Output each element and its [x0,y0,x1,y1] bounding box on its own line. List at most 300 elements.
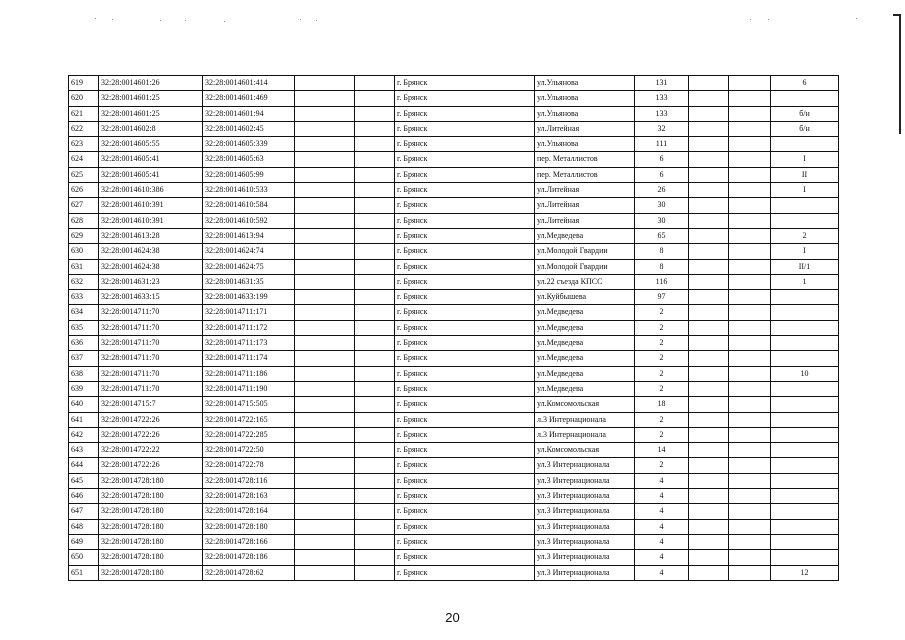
table-row [69,366,839,381]
row-number: 636 [69,336,99,351]
empty-cell [689,137,729,152]
empty-cell [355,305,395,320]
empty-cell [729,274,771,289]
house-number-cell: 131 [635,76,689,91]
empty-cell [355,366,395,381]
street-cell: ул.Литейная [535,213,635,228]
street-cell: ул.3 Интернационала [535,534,635,549]
cadastral-number-parcel: 32:28:0014610:386 [99,183,203,198]
empty-cell [295,443,355,458]
apartment-cell: б/н [771,106,839,121]
house-number-cell: 4 [635,504,689,519]
empty-cell [729,381,771,396]
apartment-cell [771,489,839,504]
table-row [69,290,839,305]
table-row [69,534,839,549]
table-row [69,305,839,320]
apartment-cell: I [771,244,839,259]
apartment-cell [771,305,839,320]
table-row [69,152,839,167]
house-number-cell: 8 [635,244,689,259]
city-cell: г. Брянск [395,336,535,351]
street-cell: ул.Молодой Гвардии [535,259,635,274]
table-row [69,351,839,366]
apartment-cell [771,213,839,228]
cadastral-number-object: 32:28:0014728:163 [203,489,295,504]
empty-cell [729,320,771,335]
empty-cell [295,351,355,366]
table-row [69,519,839,534]
cadastral-number-object: 32:28:0014610:584 [203,198,295,213]
apartment-cell [771,473,839,488]
empty-cell [295,228,355,243]
city-cell: г. Брянск [395,550,535,565]
house-number-cell: 6 [635,167,689,182]
empty-cell [355,565,395,580]
apartment-cell [771,443,839,458]
empty-cell [355,458,395,473]
cadastral-number-parcel: 32:28:0014610:391 [99,213,203,228]
empty-cell [295,412,355,427]
empty-cell [355,106,395,121]
cadastral-number-parcel: 32:28:0014711:70 [99,351,203,366]
cadastral-number-parcel: 32:28:0014624:38 [99,244,203,259]
cadastral-number-object: 32:28:0014722:285 [203,427,295,442]
scan-specks [0,0,905,40]
cadastral-number-object: 32:28:0014728:180 [203,519,295,534]
cadastral-number-object: 32:28:0014711:174 [203,351,295,366]
table-row [69,489,839,504]
empty-cell [689,259,729,274]
table-row [69,397,839,412]
house-number-cell: 4 [635,473,689,488]
row-number: 632 [69,274,99,289]
empty-cell [295,259,355,274]
cadastral-number-parcel: 32:28:0014602:8 [99,121,203,136]
empty-cell [295,121,355,136]
row-number: 651 [69,565,99,580]
empty-cell [689,320,729,335]
city-cell: г. Брянск [395,504,535,519]
street-cell: ул.Медведева [535,336,635,351]
cadastral-number-object: 32:28:0014711:172 [203,320,295,335]
cadastral-number-object: 32:28:0014722:50 [203,443,295,458]
city-cell: г. Брянск [395,565,535,580]
house-number-cell: 32 [635,121,689,136]
empty-cell [689,167,729,182]
street-cell: ул.3 Интернационала [535,519,635,534]
street-cell: ул.Комсомольская [535,397,635,412]
empty-cell [355,351,395,366]
apartment-cell [771,351,839,366]
street-cell: ул.3 Интернационала [535,550,635,565]
city-cell: г. Брянск [395,167,535,182]
empty-cell [689,565,729,580]
cadastral-number-parcel: 32:28:0014711:70 [99,305,203,320]
cadastral-number-parcel: 32:28:0014601:25 [99,106,203,121]
cadastral-number-parcel: 32:28:0014722:26 [99,427,203,442]
street-cell: ул.3 Интернационала [535,489,635,504]
row-number: 623 [69,137,99,152]
empty-cell [689,381,729,396]
cadastral-number-parcel: 32:28:0014605:55 [99,137,203,152]
empty-cell [295,106,355,121]
cadastral-number-parcel: 32:28:0014633:15 [99,290,203,305]
row-number: 622 [69,121,99,136]
empty-cell [729,244,771,259]
apartment-cell [771,550,839,565]
empty-cell [729,351,771,366]
apartment-cell [771,290,839,305]
row-number: 644 [69,458,99,473]
empty-cell [295,91,355,106]
house-number-cell: 111 [635,137,689,152]
cadastral-number-object: 32:28:0014711:173 [203,336,295,351]
house-number-cell: 2 [635,412,689,427]
street-cell: ул.Медведева [535,351,635,366]
street-cell: ул.Медведева [535,381,635,396]
street-cell: ул.3 Интернационала [535,458,635,473]
city-cell: г. Брянск [395,290,535,305]
empty-cell [729,198,771,213]
house-number-cell: 2 [635,305,689,320]
empty-cell [295,519,355,534]
row-number: 646 [69,489,99,504]
empty-cell [295,427,355,442]
house-number-cell: 133 [635,106,689,121]
city-cell: г. Брянск [395,198,535,213]
empty-cell [355,427,395,442]
cadastral-number-object: 32:28:0014728:164 [203,504,295,519]
empty-cell [689,458,729,473]
empty-cell [689,504,729,519]
row-number: 631 [69,259,99,274]
empty-cell [355,167,395,182]
empty-cell [689,152,729,167]
empty-cell [689,366,729,381]
row-number: 635 [69,320,99,335]
empty-cell [729,336,771,351]
cadastral-number-parcel: 32:28:0014601:25 [99,91,203,106]
empty-cell [729,443,771,458]
empty-cell [689,228,729,243]
empty-cell [729,504,771,519]
street-cell: л.3 Интернационала [535,412,635,427]
empty-cell [689,274,729,289]
empty-cell [295,565,355,580]
street-cell: ул.3 Интернационала [535,504,635,519]
house-number-cell: 2 [635,351,689,366]
row-number: 634 [69,305,99,320]
empty-cell [729,213,771,228]
row-number: 643 [69,443,99,458]
empty-cell [355,504,395,519]
apartment-cell: 10 [771,366,839,381]
city-cell: г. Брянск [395,121,535,136]
house-number-cell: 2 [635,336,689,351]
house-number-cell: 133 [635,91,689,106]
apartment-cell: 6 [771,76,839,91]
empty-cell [295,137,355,152]
city-cell: г. Брянск [395,320,535,335]
table-row [69,336,839,351]
cadastral-number-parcel: 32:28:0014613:28 [99,228,203,243]
empty-cell [689,76,729,91]
house-number-cell: 2 [635,320,689,335]
empty-cell [689,91,729,106]
table-row [69,76,839,91]
table-row [69,259,839,274]
cadastral-number-object: 32:28:0014601:414 [203,76,295,91]
apartment-cell: 12 [771,565,839,580]
row-number: 626 [69,183,99,198]
empty-cell [355,198,395,213]
city-cell: г. Брянск [395,106,535,121]
city-cell: г. Брянск [395,366,535,381]
row-number: 650 [69,550,99,565]
apartment-cell: б/н [771,121,839,136]
city-cell: г. Брянск [395,213,535,228]
cadastral-number-parcel: 32:28:0014728:180 [99,473,203,488]
street-cell: ул.Молодой Гвардии [535,244,635,259]
empty-cell [295,381,355,396]
empty-cell [689,106,729,121]
page-edge-mark [899,14,901,134]
cadastral-number-parcel: 32:28:0014711:70 [99,320,203,335]
city-cell: г. Брянск [395,76,535,91]
empty-cell [295,213,355,228]
empty-cell [729,397,771,412]
empty-cell [729,167,771,182]
apartment-cell [771,320,839,335]
row-number: 627 [69,198,99,213]
empty-cell [295,167,355,182]
city-cell: г. Брянск [395,412,535,427]
street-cell: ул.Ульянова [535,137,635,152]
cadastral-number-parcel: 32:28:0014711:70 [99,381,203,396]
empty-cell [295,458,355,473]
apartment-cell [771,397,839,412]
apartment-cell [771,91,839,106]
empty-cell [295,397,355,412]
table-row [69,550,839,565]
empty-cell [295,534,355,549]
apartment-cell [771,198,839,213]
empty-cell [355,137,395,152]
table-row [69,427,839,442]
house-number-cell: 4 [635,534,689,549]
house-number-cell: 4 [635,565,689,580]
table-row [69,412,839,427]
cadastral-number-object: 32:28:0014605:99 [203,167,295,182]
street-cell: ул.Литейная [535,121,635,136]
table-row [69,244,839,259]
empty-cell [729,259,771,274]
cadastral-number-parcel: 32:28:0014722:26 [99,458,203,473]
row-number: 647 [69,504,99,519]
empty-cell [295,76,355,91]
apartment-cell: I [771,152,839,167]
cadastral-number-parcel: 32:28:0014722:22 [99,443,203,458]
empty-cell [355,397,395,412]
city-cell: г. Брянск [395,228,535,243]
cadastral-number-object: 32:28:0014715:505 [203,397,295,412]
apartment-cell [771,427,839,442]
empty-cell [729,427,771,442]
empty-cell [355,534,395,549]
empty-cell [355,274,395,289]
cadastral-number-object: 32:28:0014722:78 [203,458,295,473]
empty-cell [295,290,355,305]
house-number-cell: 4 [635,519,689,534]
table-row [69,458,839,473]
empty-cell [729,91,771,106]
empty-cell [729,290,771,305]
table-row [69,504,839,519]
cadastral-number-parcel: 32:28:0014728:180 [99,489,203,504]
city-cell: г. Брянск [395,152,535,167]
city-cell: г. Брянск [395,91,535,106]
cadastral-number-parcel: 32:28:0014601:26 [99,76,203,91]
row-number: 619 [69,76,99,91]
cadastral-number-object: 32:28:0014711:190 [203,381,295,396]
empty-cell [355,381,395,396]
empty-cell [689,534,729,549]
table-row [69,121,839,136]
empty-cell [295,183,355,198]
city-cell: г. Брянск [395,519,535,534]
street-cell: ул.Медведева [535,228,635,243]
cadastral-number-object: 32:28:0014610:592 [203,213,295,228]
empty-cell [295,366,355,381]
cadastral-number-parcel: 32:28:0014728:180 [99,504,203,519]
street-cell: пер. Металлистов [535,167,635,182]
empty-cell [729,366,771,381]
cadastral-number-parcel: 32:28:0014715:7 [99,397,203,412]
empty-cell [729,519,771,534]
empty-cell [295,336,355,351]
table-row [69,106,839,121]
empty-cell [729,550,771,565]
apartment-cell: I [771,183,839,198]
empty-cell [729,489,771,504]
apartment-cell [771,519,839,534]
empty-cell [355,519,395,534]
house-number-cell: 26 [635,183,689,198]
empty-cell [689,427,729,442]
house-number-cell: 97 [635,290,689,305]
row-number: 624 [69,152,99,167]
table-row [69,183,839,198]
cadastral-number-object: 32:28:0014728:116 [203,473,295,488]
apartment-cell [771,137,839,152]
house-number-cell: 30 [635,198,689,213]
house-number-cell: 2 [635,427,689,442]
apartment-cell [771,458,839,473]
row-number: 630 [69,244,99,259]
cadastral-number-parcel: 32:28:0014605:41 [99,167,203,182]
row-number: 641 [69,412,99,427]
house-number-cell: 116 [635,274,689,289]
empty-cell [355,244,395,259]
city-cell: г. Брянск [395,137,535,152]
cadastral-number-parcel: 32:28:0014728:180 [99,519,203,534]
cadastral-number-parcel: 32:28:0014631:23 [99,274,203,289]
empty-cell [295,198,355,213]
row-number: 642 [69,427,99,442]
empty-cell [689,397,729,412]
row-number: 620 [69,91,99,106]
cadastral-number-parcel: 32:28:0014605:41 [99,152,203,167]
empty-cell [689,489,729,504]
row-number: 645 [69,473,99,488]
empty-cell [295,550,355,565]
empty-cell [689,412,729,427]
street-cell: ул.22 съезда КПСС [535,274,635,289]
empty-cell [729,121,771,136]
house-number-cell: 6 [635,152,689,167]
empty-cell [355,183,395,198]
empty-cell [295,244,355,259]
apartment-cell [771,504,839,519]
street-cell: ул.Медведева [535,366,635,381]
empty-cell [729,106,771,121]
empty-cell [729,228,771,243]
page-number: 20 [445,610,460,625]
cadastral-number-object: 32:28:0014605:339 [203,137,295,152]
row-number: 638 [69,366,99,381]
empty-cell [355,152,395,167]
page-edge-tick [893,14,901,16]
table-row [69,381,839,396]
empty-cell [689,213,729,228]
empty-cell [295,473,355,488]
street-cell: ул.Литейная [535,183,635,198]
row-number: 621 [69,106,99,121]
house-number-cell: 8 [635,259,689,274]
city-cell: г. Брянск [395,305,535,320]
cadastral-number-parcel: 32:28:0014728:180 [99,550,203,565]
house-number-cell: 2 [635,381,689,396]
city-cell: г. Брянск [395,259,535,274]
city-cell: г. Брянск [395,489,535,504]
house-number-cell: 4 [635,550,689,565]
empty-cell [355,290,395,305]
cadastral-number-parcel: 32:28:0014728:180 [99,534,203,549]
cadastral-number-parcel: 32:28:0014711:70 [99,366,203,381]
empty-cell [355,443,395,458]
city-cell: г. Брянск [395,351,535,366]
empty-cell [729,458,771,473]
empty-cell [355,76,395,91]
table-row [69,91,839,106]
apartment-cell [771,534,839,549]
empty-cell [295,489,355,504]
apartment-cell: 1 [771,274,839,289]
row-number: 649 [69,534,99,549]
empty-cell [689,183,729,198]
apartment-cell [771,336,839,351]
empty-cell [729,565,771,580]
house-number-cell: 65 [635,228,689,243]
house-number-cell: 4 [635,489,689,504]
empty-cell [729,473,771,488]
table-row [69,228,839,243]
cadastral-number-parcel: 32:28:0014728:180 [99,565,203,580]
registry-body [69,76,839,581]
street-cell: л.3 Интернационала [535,427,635,442]
table-row [69,167,839,182]
